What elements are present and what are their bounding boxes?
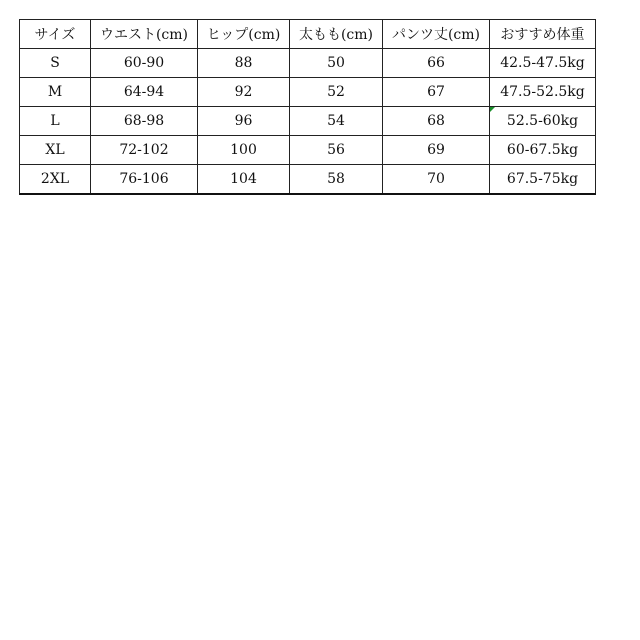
table-header-row	[20, 20, 596, 49]
cell-hip: 104	[198, 165, 290, 195]
cell-size: S	[20, 49, 91, 78]
cell-waist: 60-90	[91, 49, 198, 78]
cell-hip: 96	[198, 107, 290, 136]
cell-size: 2XL	[20, 165, 91, 195]
table-row	[20, 107, 596, 136]
cell-thigh: 50	[290, 49, 383, 78]
cell-recommended-weight: 47.5-52.5kg	[490, 78, 596, 107]
cell-thigh: 56	[290, 136, 383, 165]
cell-recommended-weight-text: 52.5-60kg	[506, 113, 579, 129]
table-row	[20, 49, 596, 78]
cell-thigh: 58	[290, 165, 383, 195]
cell-pants-length: 67	[383, 78, 490, 107]
cell-recommended-weight	[490, 107, 596, 136]
table-row	[20, 165, 596, 195]
cell-size: M	[20, 78, 91, 107]
cell-thigh: 52	[290, 78, 383, 107]
header-pants-length: パンツ丈(cm)	[383, 20, 490, 49]
header-recommended-weight: おすすめ体重	[490, 20, 596, 49]
cell-size: XL	[20, 136, 91, 165]
cell-thigh: 54	[290, 107, 383, 136]
table-row	[20, 136, 596, 165]
header-thigh: 太もも(cm)	[290, 20, 383, 49]
cell-pants-length: 70	[383, 165, 490, 195]
cell-size: L	[20, 107, 91, 136]
header-size: サイズ	[20, 20, 91, 49]
cell-hip: 92	[198, 78, 290, 107]
cell-recommended-weight: 60-67.5kg	[490, 136, 596, 165]
comment-marker-icon	[490, 107, 495, 112]
table-row	[20, 78, 596, 107]
header-waist: ウエスト(cm)	[91, 20, 198, 49]
cell-recommended-weight: 67.5-75kg	[490, 165, 596, 195]
cell-waist: 64-94	[91, 78, 198, 107]
cell-recommended-weight: 42.5-47.5kg	[490, 49, 596, 78]
cell-pants-length: 69	[383, 136, 490, 165]
cell-pants-length: 68	[383, 107, 490, 136]
cell-hip: 100	[198, 136, 290, 165]
cell-pants-length: 66	[383, 49, 490, 78]
header-hip: ヒップ(cm)	[198, 20, 290, 49]
cell-hip: 88	[198, 49, 290, 78]
cell-waist: 72-102	[91, 136, 198, 165]
cell-waist: 76-106	[91, 165, 198, 195]
size-chart-table	[19, 19, 596, 195]
cell-waist: 68-98	[91, 107, 198, 136]
